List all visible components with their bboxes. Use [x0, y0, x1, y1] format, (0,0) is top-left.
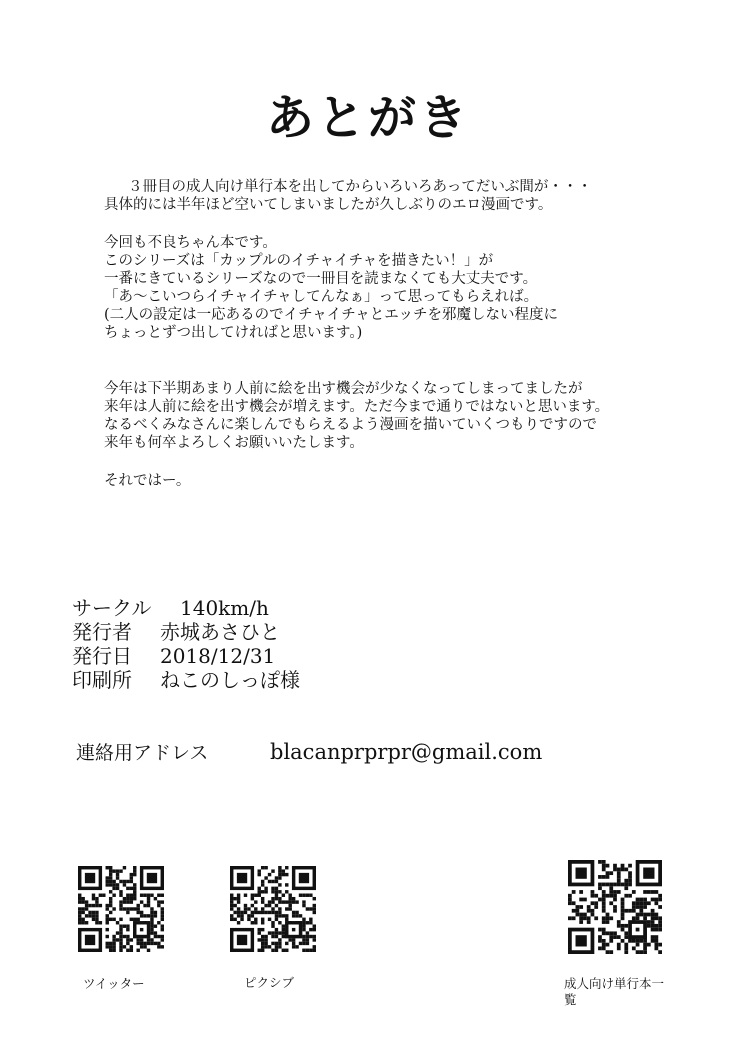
body-line: なるべくみなさんに楽しんでもらえるよう漫画を描いていくつもりですので — [104, 417, 597, 433]
body-line: 来年も何卒よろしくお願いいたします。 — [104, 435, 364, 451]
colophon-key: 発行日 — [72, 644, 132, 668]
body-line: 「あ～こいつらイチャイチャしてんなぁ」って思ってもらえれば。 — [104, 289, 539, 305]
body-line: (二人の設定は一応あるのでイチャイチャとエッチを邪魔しない程度に — [104, 307, 558, 323]
body-line: 一番にきているシリーズなので一冊目を読まなくても大丈夫です。 — [104, 271, 538, 287]
body-line: それではー。 — [104, 473, 191, 489]
qr-code-icon — [78, 866, 164, 952]
contact-address — [76, 738, 542, 765]
colophon-key: 印刷所 — [72, 668, 132, 692]
books-list-qr-code[interactable] — [568, 860, 662, 954]
colophon-row-publisher — [72, 620, 300, 644]
colophon-value: ねこのしっぽ様 — [160, 668, 300, 692]
colophon-row-date — [72, 644, 300, 668]
contact-email-link[interactable]: blacanprprpr@gmail.com — [270, 740, 543, 764]
pixiv-qr-code[interactable] — [230, 866, 316, 952]
colophon-key: サークル — [72, 596, 152, 620]
body-line: 今年は下半期あまり人前に絵を出す機会が少なくなってしまってましたが — [104, 381, 583, 397]
colophon-key: 発行者 — [72, 620, 132, 644]
body-line: このシリーズは「カップルのイチャイチャを描きたい！」が — [104, 253, 494, 269]
body-line: 来年は人前に絵を出す機会が増えます。ただ今まで通りではないと思います。 — [104, 399, 610, 415]
colophon-row-printer — [72, 668, 300, 692]
body-line: 今回も不良ちゃん本です。 — [104, 235, 277, 251]
body-line: ３冊目の成人向け単行本を出してからいろいろあってだいぶ間が・・・ — [128, 179, 592, 195]
body-line: 具体的には半年ほど空いてしまいましたが久しぶりのエロ漫画です。 — [104, 197, 553, 213]
qr-label-twitter: ツイッター — [83, 976, 145, 991]
qr-code-icon — [568, 860, 662, 954]
page-title: あとがき — [265, 90, 470, 146]
contact-label: 連絡用アドレス — [76, 742, 209, 764]
colophon — [72, 596, 300, 692]
colophon-value: 2018/12/31 — [160, 644, 276, 668]
body-line: ちょっとずつ出してければと思います。) — [104, 325, 363, 341]
qr-label-books-list: 成人向け単行本一覧 — [564, 976, 665, 1007]
afterword-body — [0, 178, 736, 490]
colophon-row-circle — [72, 596, 300, 620]
qr-code-icon — [230, 866, 316, 952]
qr-label-pixiv: ピクシブ — [244, 975, 295, 990]
colophon-value: 140km/h — [180, 596, 269, 620]
colophon-value: 赤城あさひと — [160, 620, 280, 644]
twitter-qr-code[interactable] — [78, 866, 164, 952]
